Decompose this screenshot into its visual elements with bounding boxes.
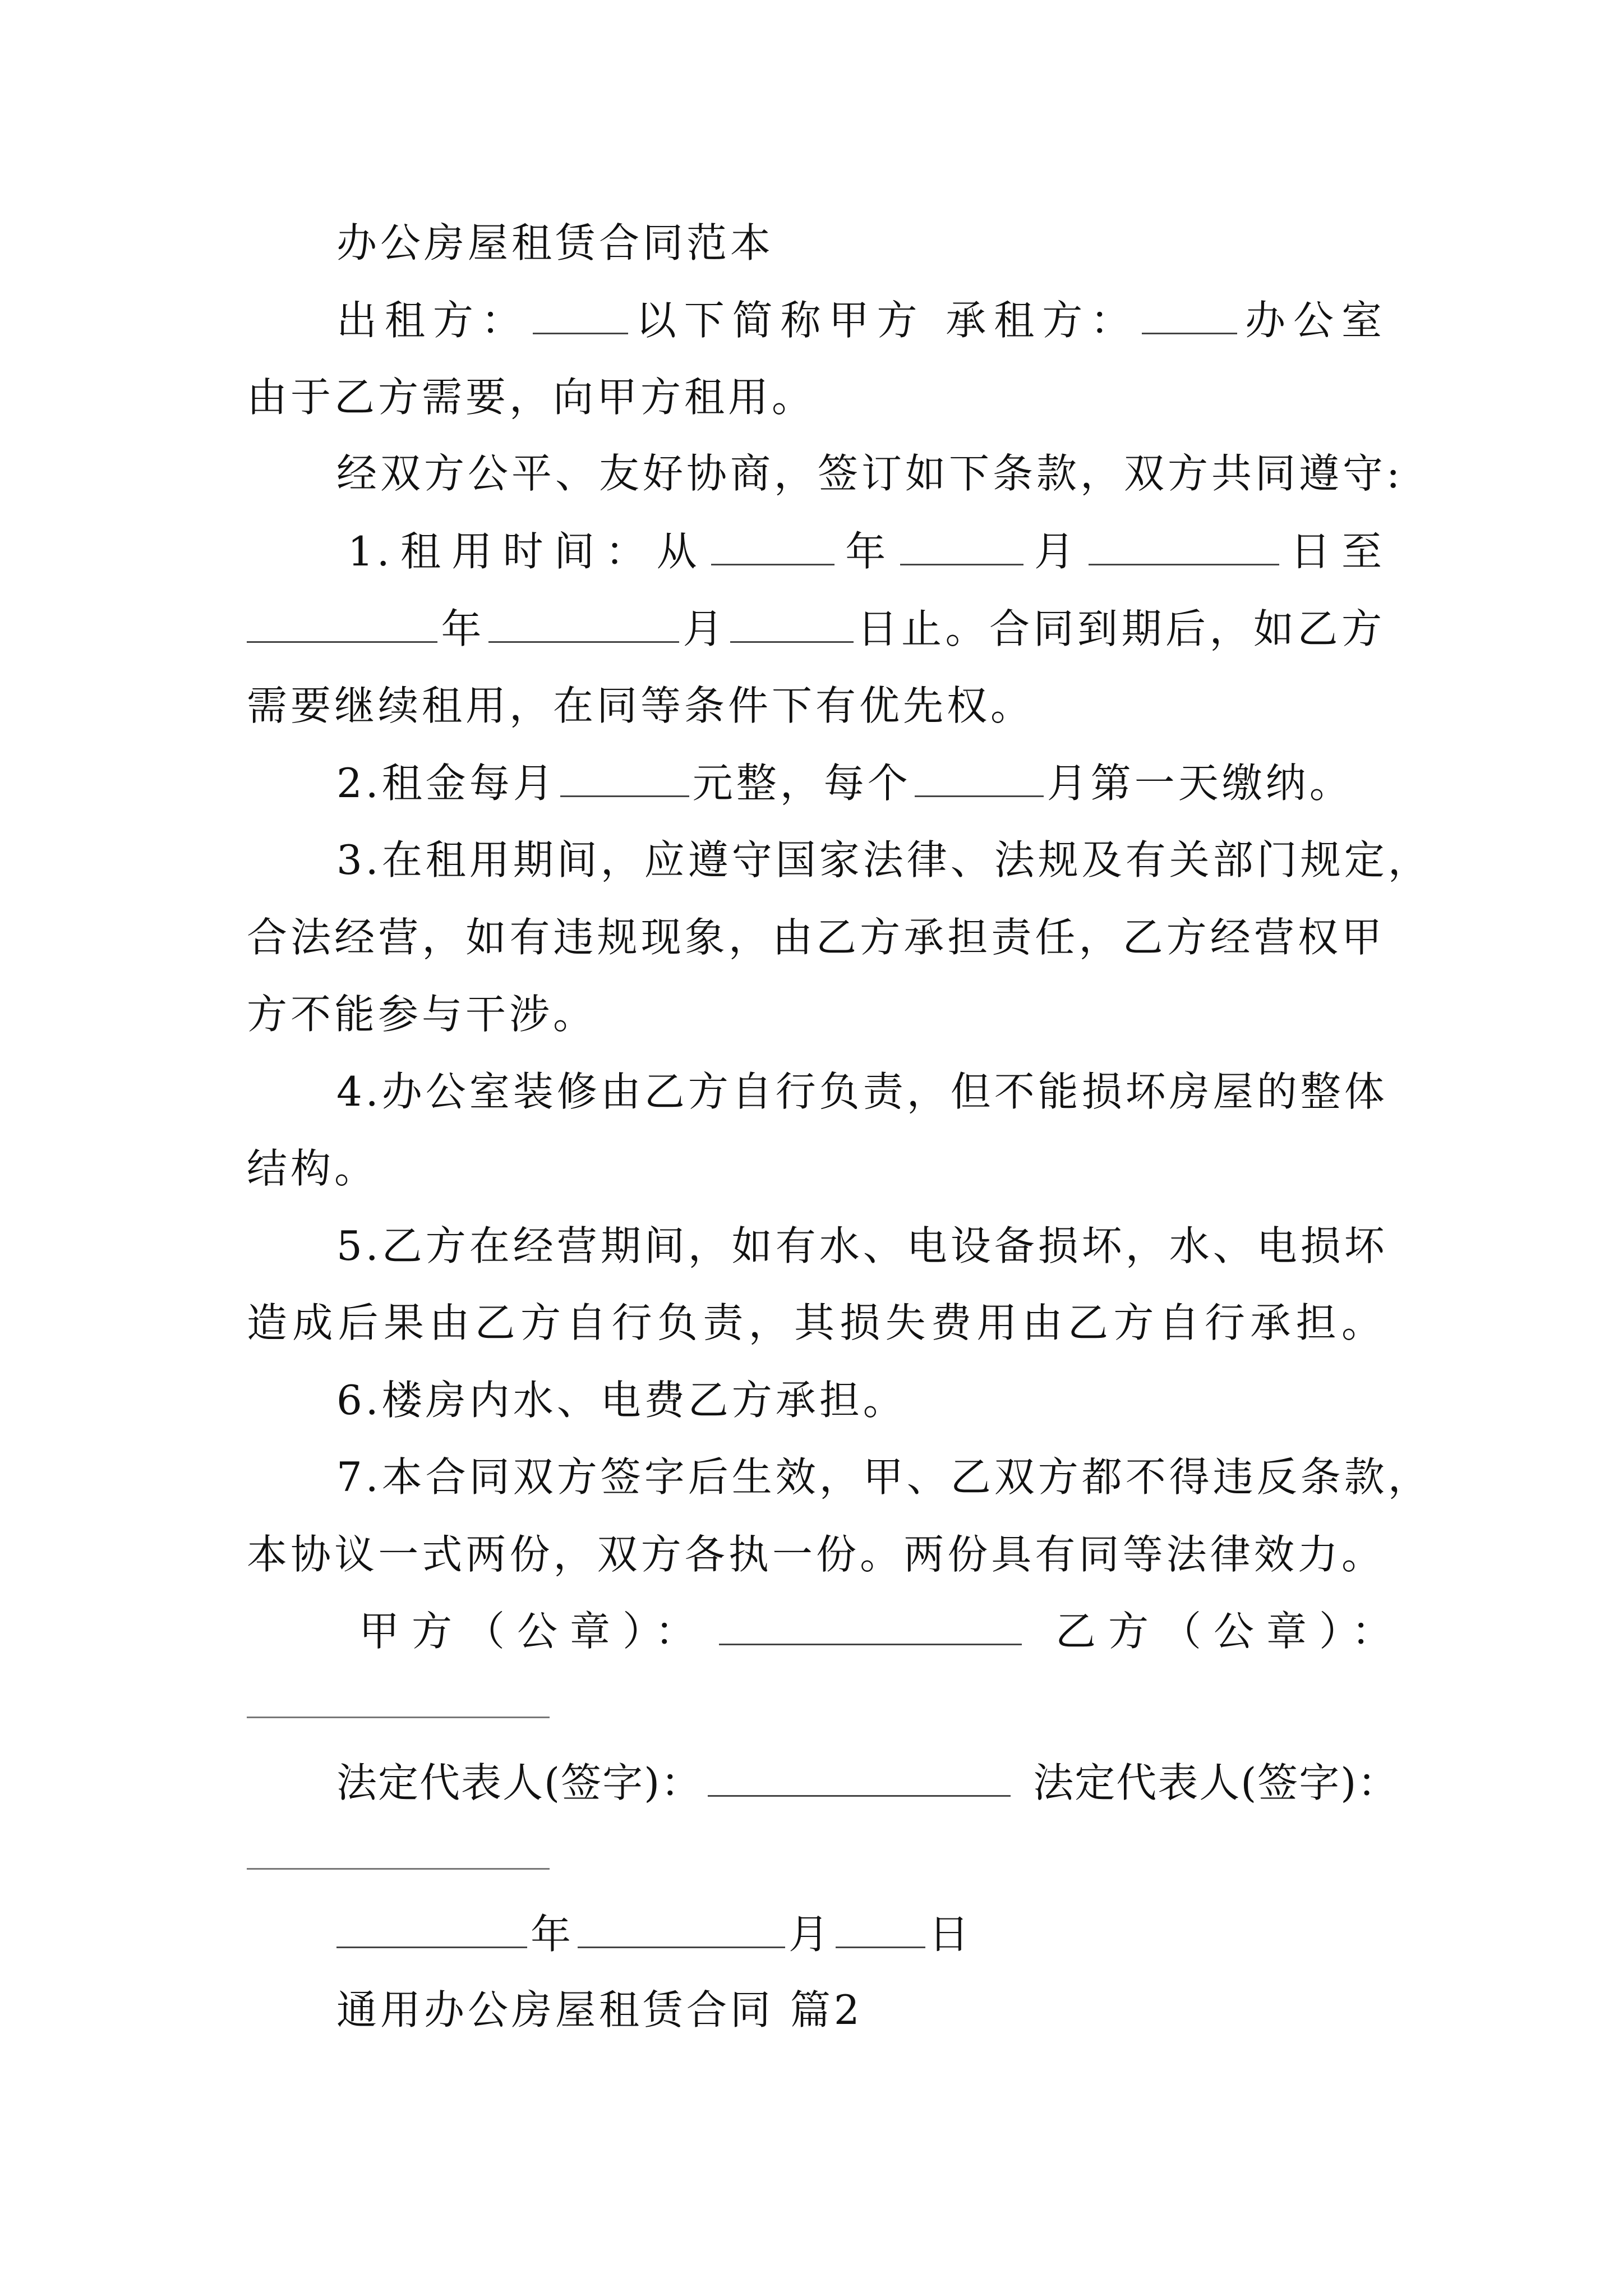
clause-3-line-1-text: 3.在租用期间，应遵守国家法律、法规及有关部门规定，	[336, 836, 1432, 884]
lessee-blank[interactable]	[1142, 297, 1237, 334]
clause-6-text: 6.楼房内水、电费乙方承担。	[336, 1377, 907, 1424]
clause-5-line-1	[336, 1219, 1388, 1273]
payment-interval-blank[interactable]	[915, 760, 1044, 797]
clause-2-mid: 元整，每个	[692, 760, 911, 807]
clause-4-line-2-text: 结构。	[247, 1145, 379, 1192]
start-day-label: 日至	[1283, 528, 1385, 575]
lessor-blank[interactable]	[533, 297, 628, 334]
clause-3-line-3	[247, 987, 1385, 1041]
clause-1-line-3-text: 需要继续租用，在同等条件下有优先权。	[247, 682, 1035, 729]
clause-7-line-1-text: 7.本合同双方签字后生效，甲、乙双方都不得违反条款，	[336, 1453, 1432, 1501]
clause-7-line-1	[336, 1450, 1432, 1504]
representative-line	[336, 1756, 1475, 1810]
lessor-label: 出租方：	[336, 297, 529, 344]
parties-line-1	[336, 293, 1385, 347]
clause-1-line-3	[247, 679, 1385, 733]
clause-5-line-2-text: 造成后果由乙方自行负责，其损失费用由乙方自行承担。	[247, 1299, 1385, 1346]
end-year-label: 年	[441, 605, 485, 652]
clause-2-prefix: 2.租金每月	[336, 760, 557, 807]
clause-4-line-2	[247, 1142, 1385, 1195]
clause-2	[336, 756, 1475, 810]
date-line	[336, 1907, 1475, 1961]
clause-4-line-1	[336, 1065, 1388, 1119]
lessor-mid-text: 以下简称甲方 承租方：	[631, 297, 1139, 344]
next-section-text: 通用办公房屋租赁合同 篇2	[336, 1986, 863, 2033]
start-year-label: 年	[837, 528, 897, 575]
clause-3-line-3-text: 方不能参与干涉。	[247, 991, 597, 1038]
start-month-blank[interactable]	[900, 528, 1023, 565]
date-year-label: 年	[531, 1911, 575, 1958]
end-day-blank[interactable]	[730, 605, 854, 643]
rent-amount-blank[interactable]	[560, 760, 689, 797]
clause-1-line-1	[348, 524, 1385, 578]
intro-text: 经双方公平、友好协商，签订如下条款，双方共同遵守:	[336, 450, 1404, 497]
date-month-label: 月	[789, 1911, 833, 1958]
clause-5-line-2	[247, 1296, 1385, 1350]
parties-line-2	[247, 370, 1385, 424]
clause-3-line-1	[336, 833, 1432, 887]
date-year-blank[interactable]	[336, 1911, 527, 1948]
rep-b-signature-blank[interactable]	[247, 1868, 550, 1870]
party-b-seal-blank[interactable]	[247, 1717, 550, 1718]
date-day-label: 日	[929, 1911, 973, 1958]
party-a-seal-label: 甲方（公章）：	[359, 1608, 708, 1655]
end-month-blank[interactable]	[488, 605, 679, 643]
clause-1-line-2	[247, 602, 1385, 656]
clause-7-line-2	[247, 1527, 1385, 1581]
date-day-blank[interactable]	[836, 1911, 925, 1948]
rep-a-label: 法定代表人(签字)：	[336, 1759, 703, 1806]
start-month-label: 月	[1026, 528, 1086, 575]
parties-line-2-text: 由于乙方需要，向甲方租用。	[247, 374, 816, 421]
party-a-seal-blank[interactable]	[719, 1608, 1022, 1645]
party-b-seal-label: 乙方（公章）：	[1055, 1608, 1405, 1655]
clause-6	[336, 1373, 1475, 1427]
document-title	[336, 216, 1475, 270]
clause-1-prefix: 1.租用时间：从	[348, 528, 708, 575]
clause-4-line-1-text: 4.办公室装修由乙方自行负责，但不能损坏房屋的整体	[336, 1068, 1388, 1115]
clause-2-tail: 月第一天缴纳。	[1046, 760, 1353, 807]
start-year-blank[interactable]	[711, 528, 834, 565]
end-month-label: 月	[683, 605, 727, 652]
rep-b-label: 法定代表人(签字)：	[1033, 1759, 1399, 1806]
clause-1-tail: 日止。合同到期后，如乙方	[857, 605, 1385, 652]
clause-3-line-2-text: 合法经营，如有违规现象，由乙方承担责任，乙方经营权甲	[247, 914, 1385, 961]
intro-paragraph	[336, 447, 1404, 500]
date-month-blank[interactable]	[578, 1911, 785, 1948]
rep-a-signature-blank[interactable]	[708, 1759, 1011, 1797]
end-year-blank[interactable]	[247, 605, 437, 643]
clause-3-line-2	[247, 910, 1385, 964]
title-text: 办公房屋租赁合同范本	[336, 219, 774, 266]
clause-7-line-2-text: 本协议一式两份，双方各执一份。两份具有同等法律效力。	[247, 1531, 1385, 1578]
lessee-tail-text: 办公室	[1241, 297, 1385, 344]
seal-line	[359, 1604, 1405, 1658]
next-section-heading	[336, 1983, 1475, 2037]
start-day-blank[interactable]	[1089, 528, 1279, 565]
clause-5-line-1-text: 5.乙方在经营期间，如有水、电设备损坏，水、电损坏	[336, 1222, 1388, 1269]
